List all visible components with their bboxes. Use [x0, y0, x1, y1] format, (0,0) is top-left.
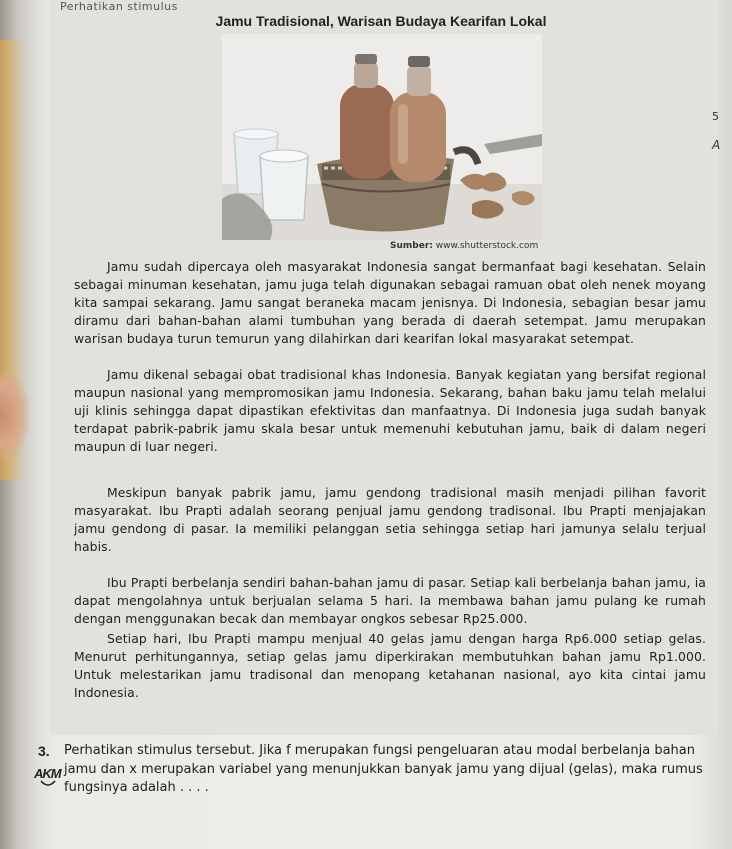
paragraph-1: Jamu sudah dipercaya oleh masyarakat Indonesia sangat bermanfaat bagi kesehatan. Selain sebagai minuman kesehatan, jamu juga telah digunakan sebagai ramuan obat oleh nenek moyang kita sampai sekarang. Jamu sangat beraneka macam jenisnya. Di Indonesia, sebagian besar jamu diramu dari bahan-bahan alami tumbuhan yang berada di daerah setempat. Jamu merupakan warisan budaya turun temurun yang dilahirkan dari kearifan lokal masyarakat setempat. — [74, 259, 706, 346]
akm-label: AKM — [34, 766, 61, 781]
stimulus-title: Jamu Tradisional, Warisan Budaya Kearifan Lokal — [215, 13, 547, 29]
akm-arc-icon — [40, 779, 56, 788]
paragraph-4: Ibu Prapti berbelanja sendiri bahan-bahan jamu di pasar. Setiap kali berbelanja bahan jamu, ia dapat mengolahnya untuk berjualan selama 5 hari. Ia membawa bahan jamu pulang ke rumah dengan menggunakan becak dan membayar ongkos sebesar Rp25.000. — [74, 575, 706, 626]
paragraph-5: Setiap hari, Ibu Prapti mampu menjual 40 gelas jamu dengan harga Rp6.000 setiap gelas. Menurut perhitungannya, setiap gelas jamu diperkirakan membutuhkan bahan jamu Rp1.000. Untuk melestarikan jamu tradisonal dan menopang ketahanan nasional, ayo kita cintai jamu Indonesia. — [74, 631, 706, 700]
source-url: www.shutterstock.com — [435, 241, 539, 251]
akm-badge — [34, 764, 62, 790]
paragraph-2: Jamu dikenal sebagai obat tradisional khas Indonesia. Banyak kegiatan yang bersifat regional maupun nasional yang mempromosikan jamu Indonesia. Sekarang, bahan baku jamu telah melalui uji klinis sehingga dapat dipastikan efektivitas dan manfaatnya. Di Indonesia juga sudah banyak terdapat pabrik-pabrik jamu skala besar untuk memenuhi kebutuhan jamu, baik di dalam negeri maupun di luar negeri. — [74, 367, 706, 454]
question-text: Perhatikan stimulus tersebut. Jika f merupakan fungsi pengeluaran atau modal berbelanja bahan jamu dan x merupakan variabel yang menunjukkan banyak jamu yang dijual (gelas), maka rumus fungsinya adalah . . . . — [64, 743, 703, 795]
jamu-photo — [222, 34, 542, 240]
paragraph-3: Meskipun banyak pabrik jamu, jamu gendong tradisional masih menjadi pilihan favorit masyarakat. Ibu Prapti adalah seorang penjual jamu gendong tradisonal. Ibu Prapti menjajakan jamu gendong di pasar. Ia memiliki pelanggan setia sehingga setiap hari jamunya selalu terjual habis. — [74, 485, 706, 554]
cut-header-text: Perhatikan stimulus — [60, 0, 178, 13]
source-label: Sumber: — [390, 241, 433, 251]
thumb-shadow — [0, 370, 30, 460]
jamu-illustration — [222, 34, 542, 240]
image-source — [390, 241, 538, 251]
margin-mark: 5 — [712, 110, 719, 123]
question-number: 3. — [38, 743, 50, 759]
margin-mark: A — [712, 138, 721, 152]
